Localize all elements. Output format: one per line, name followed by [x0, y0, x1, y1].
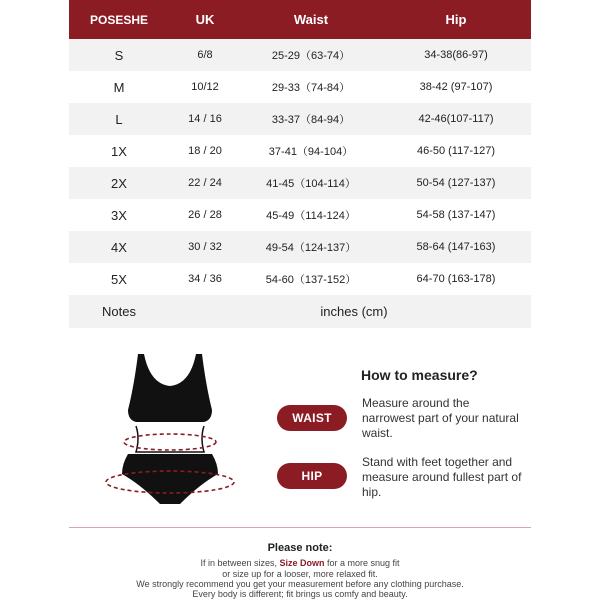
- hip-cell: 54-58 (137-147): [416, 209, 496, 221]
- bra-shape: [128, 354, 212, 422]
- notes-row: [69, 295, 531, 328]
- waist-cell: 37-41（94-104）: [268, 146, 354, 158]
- header-hip: Hip: [445, 12, 467, 27]
- header-waist: Waist: [293, 12, 329, 27]
- size-cell: 5X: [111, 271, 127, 287]
- uk-cell: 30 / 32: [188, 241, 222, 253]
- hip-cell: 64-70 (163-178): [416, 273, 496, 285]
- uk-cell: 26 / 28: [188, 209, 222, 221]
- notes-label: Notes: [102, 304, 136, 319]
- hip-cell: 42-46(107-117): [418, 113, 494, 125]
- size-cell: 3X: [111, 207, 127, 223]
- section-divider: [69, 527, 531, 528]
- waist-badge: WAIST: [277, 405, 347, 431]
- waist-cell: 25-29（63-74）: [271, 50, 351, 62]
- table-row: [69, 135, 531, 167]
- table-row: [69, 167, 531, 199]
- waist-cell: 29-33（74-84）: [271, 82, 351, 94]
- note-line-1-pre: If in between sizes,: [200, 558, 280, 568]
- size-down-emphasis: Size Down: [279, 558, 325, 568]
- notes-unit: inches (cm): [320, 304, 388, 319]
- hip-cell: 50-54 (127-137): [416, 177, 496, 189]
- table-row: [69, 263, 531, 295]
- hip-cell: 58-64 (147-163): [416, 241, 496, 253]
- waist-cell: 54-60（137-152）: [265, 274, 357, 286]
- table-row: [69, 231, 531, 263]
- hip-cell: 38-42 (97-107): [419, 81, 493, 93]
- header-brand: POSESHE: [89, 12, 149, 27]
- hip-cell: 34-38(86-97): [424, 49, 488, 61]
- size-cell: S: [114, 47, 124, 63]
- uk-cell: 22 / 24: [188, 177, 222, 189]
- waist-cell: 49-54（124-137）: [265, 242, 357, 254]
- size-cell: 4X: [111, 239, 127, 255]
- size-cell: 1X: [111, 143, 127, 159]
- note-line-3: We strongly recommend you get your measurement before any clothing purchase.: [136, 579, 464, 589]
- waist-description: Measure around the narrowest part of your natural waist.: [362, 396, 519, 440]
- uk-cell: 6/8: [197, 49, 213, 61]
- how-to-measure-title: How to measure?: [361, 367, 478, 383]
- size-chart-table: [69, 0, 531, 328]
- table-header: [69, 0, 531, 39]
- uk-cell: 14 / 16: [188, 113, 222, 125]
- uk-cell: 10/12: [191, 81, 219, 93]
- note-title: Please note:: [267, 542, 333, 554]
- briefs-shape: [122, 454, 218, 504]
- size-cell: L: [115, 111, 123, 127]
- waist-cell: 45-49（114-124）: [266, 210, 356, 222]
- table-row: [69, 199, 531, 231]
- size-cell: 2X: [111, 175, 127, 191]
- body-measure-illustration: [100, 346, 240, 516]
- table-row: [69, 103, 531, 135]
- table-row: [69, 39, 531, 71]
- hip-cell: 46-50 (117-127): [416, 145, 496, 157]
- size-cell: M: [113, 79, 125, 95]
- hip-description: Stand with feet together and measure around fullest part of hip.: [362, 455, 522, 499]
- uk-cell: 18 / 20: [188, 145, 222, 157]
- note-line-2: or size up for a looser, more relaxed fit.: [222, 569, 378, 579]
- header-uk: UK: [195, 12, 215, 27]
- uk-cell: 34 / 36: [188, 273, 222, 285]
- waist-cell: 33-37（84-94）: [271, 114, 351, 126]
- hip-badge: HIP: [277, 463, 347, 489]
- note-line-1-post: for a more snug fit: [324, 558, 400, 568]
- waist-cell: 41-45（104-114）: [266, 178, 356, 190]
- note-line-4: Every body is different; fit brings us comfy and beauty.: [192, 589, 408, 599]
- table-row: [69, 71, 531, 103]
- note-line-1: [0, 558, 600, 568]
